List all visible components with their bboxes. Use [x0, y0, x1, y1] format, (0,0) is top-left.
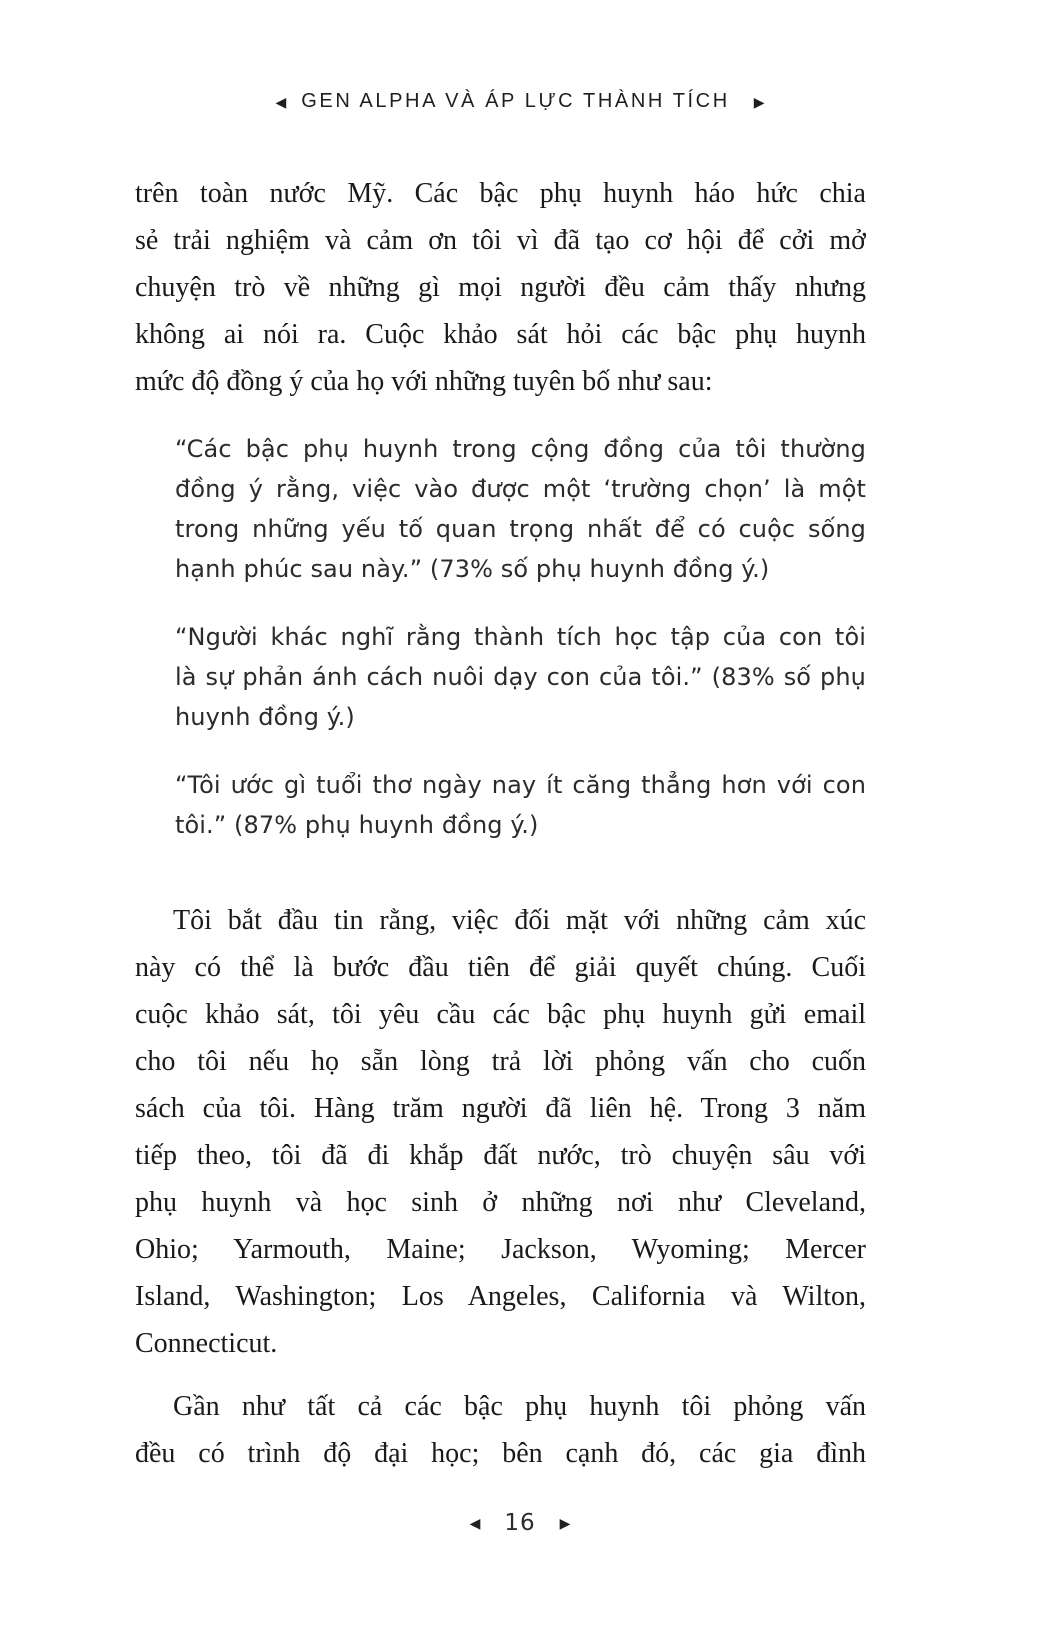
text-line: Island, Washington; Los Angeles, California và Wilton,	[135, 1281, 866, 1312]
footer-right-arrow-icon: ▶	[559, 1515, 571, 1532]
quote-line: hạnh phúc sau này.” (73% số phụ huynh đồng ý.)	[175, 555, 770, 583]
chapter-title: GEN ALPHA VÀ ÁP LỰC THÀNH TÍCH	[301, 90, 730, 112]
header-right-arrow-icon: ▶	[753, 93, 765, 110]
body-paragraph	[135, 170, 866, 405]
text-line: Connecticut.	[135, 1328, 278, 1359]
text-line: sẻ trải nghiệm và cảm ơn tôi vì đã tạo cơ hội để cởi mở	[135, 225, 866, 256]
text-line: này có thể là bước đầu tiên để giải quyết chúng. Cuối	[135, 952, 866, 983]
text-line: Tôi bắt đầu tin rằng, việc đối mặt với những cảm xúc	[173, 905, 866, 936]
quote-line: trong những yếu tố quan trọng nhất để có cuộc sống	[175, 515, 866, 543]
header-left-arrow-icon: ◀	[275, 93, 287, 110]
page-body	[135, 170, 866, 1477]
quote-block	[175, 765, 866, 845]
text-line: cuộc khảo sát, tôi yêu cầu các bậc phụ huynh gửi email	[135, 999, 866, 1030]
text-line: phụ huynh và học sinh ở những nơi như Cleveland,	[135, 1187, 866, 1218]
quote-block	[175, 429, 866, 589]
quote-line: “Tôi ước gì tuổi thơ ngày nay ít căng thẳng hơn với con	[175, 771, 866, 799]
text-line: sách của tôi. Hàng trăm người đã liên hệ. Trong 3 năm	[135, 1093, 866, 1124]
body-paragraph	[135, 897, 866, 1367]
text-line: mức độ đồng ý của họ với những tuyên bố như sau:	[135, 366, 713, 397]
page-footer	[0, 1512, 1040, 1535]
quote-line: đồng ý rằng, việc vào được một ‘trường chọn’ là một	[175, 475, 866, 503]
quote-line: tôi.” (87% phụ huynh đồng ý.)	[175, 811, 539, 839]
footer-left-arrow-icon: ◀	[469, 1515, 481, 1532]
quote-line: “Các bậc phụ huynh trong cộng đồng của tôi thường	[175, 435, 866, 463]
text-line: Ohio; Yarmouth, Maine; Jackson, Wyoming; Mercer	[135, 1234, 866, 1265]
page-number: 16	[504, 1510, 536, 1536]
text-line: tiếp theo, tôi đã đi khắp đất nước, trò chuyện sâu với	[135, 1140, 866, 1171]
text-line: trên toàn nước Mỹ. Các bậc phụ huynh háo hức chia	[135, 178, 866, 209]
text-line: đều có trình độ đại học; bên cạnh đó, các gia đình	[135, 1438, 866, 1469]
text-line: không ai nói ra. Cuộc khảo sát hỏi các bậc phụ huynh	[135, 319, 866, 350]
text-line: Gần như tất cả các bậc phụ huynh tôi phỏng vấn	[173, 1391, 866, 1422]
running-header	[0, 90, 1040, 113]
text-line: chuyện trò về những gì mọi người đều cảm thấy nhưng	[135, 272, 866, 303]
quote-block	[175, 617, 866, 737]
quote-line: huynh đồng ý.)	[175, 703, 355, 731]
quote-line: là sự phản ánh cách nuôi dạy con của tôi.” (83% số phụ	[175, 663, 866, 691]
body-paragraph	[135, 1383, 866, 1477]
text-line: cho tôi nếu họ sẵn lòng trả lời phỏng vấn cho cuốn	[135, 1046, 866, 1077]
quote-line: “Người khác nghĩ rằng thành tích học tập của con tôi	[175, 623, 866, 651]
